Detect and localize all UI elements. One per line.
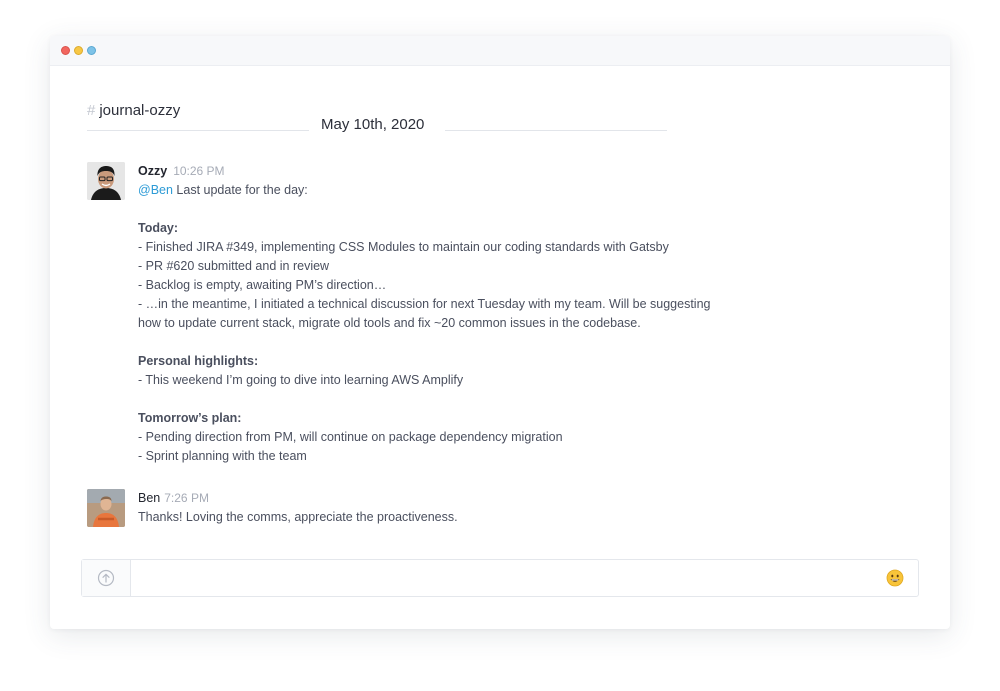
message-line: - …in the meantime, I initiated a technical discussion for next Tuesday with my team. Will be suggesting bbox=[138, 297, 711, 311]
message-line: - This weekend I’m going to dive into learning AWS Amplify bbox=[138, 373, 464, 387]
message-line: - Backlog is empty, awaiting PM’s direction… bbox=[138, 278, 387, 292]
message-timestamp: 7:26 PM bbox=[164, 491, 209, 505]
divider bbox=[445, 130, 667, 131]
app-window bbox=[50, 36, 950, 629]
arrow-up-circle-icon bbox=[97, 569, 115, 587]
emoji-button[interactable] bbox=[886, 569, 904, 587]
channel-name: journal-ozzy bbox=[99, 102, 181, 119]
title-bar bbox=[50, 36, 950, 66]
avatar[interactable] bbox=[87, 162, 125, 200]
section-heading: Today: bbox=[138, 221, 179, 235]
section-heading: Personal highlights: bbox=[138, 354, 259, 368]
section-heading: Tomorrow’s plan: bbox=[138, 411, 242, 425]
message-composer bbox=[81, 559, 919, 597]
avatar[interactable] bbox=[87, 489, 125, 527]
message-line: - PR #620 submitted and in review bbox=[138, 259, 330, 273]
message-text: Last update for the day: bbox=[172, 183, 308, 197]
message-author[interactable]: Ozzy bbox=[138, 164, 168, 178]
message-text: Thanks! Loving the comms, appreciate the proactiveness. bbox=[138, 510, 458, 524]
message bbox=[138, 162, 758, 466]
message-line: - Sprint planning with the team bbox=[138, 449, 307, 463]
message bbox=[138, 489, 758, 527]
message-line: how to update current stack, migrate old tools and fix ~20 common issues in the codebase. bbox=[138, 316, 641, 330]
message-author[interactable]: Ben bbox=[138, 491, 161, 505]
channel-title bbox=[87, 102, 180, 119]
avatar-ozzy-icon bbox=[87, 162, 125, 200]
message-timestamp: 10:26 PM bbox=[173, 164, 225, 178]
message-line: - Finished JIRA #349, implementing CSS Modules to maintain our coding standards with Gatsby bbox=[138, 240, 669, 254]
upload-button[interactable] bbox=[82, 560, 131, 596]
window-close-button[interactable] bbox=[61, 46, 70, 55]
user-mention[interactable]: @Ben bbox=[138, 183, 173, 197]
date-divider: May 10th, 2020 bbox=[321, 116, 425, 133]
message-input[interactable] bbox=[132, 560, 872, 596]
message-line: - Pending direction from PM, will continue on package dependency migration bbox=[138, 430, 563, 444]
divider bbox=[87, 130, 309, 131]
grinning-face-icon bbox=[886, 569, 904, 587]
window-minimize-button[interactable] bbox=[74, 46, 83, 55]
avatar-ben-icon bbox=[87, 489, 125, 527]
hash-icon: # bbox=[87, 102, 96, 119]
window-zoom-button[interactable] bbox=[87, 46, 96, 55]
